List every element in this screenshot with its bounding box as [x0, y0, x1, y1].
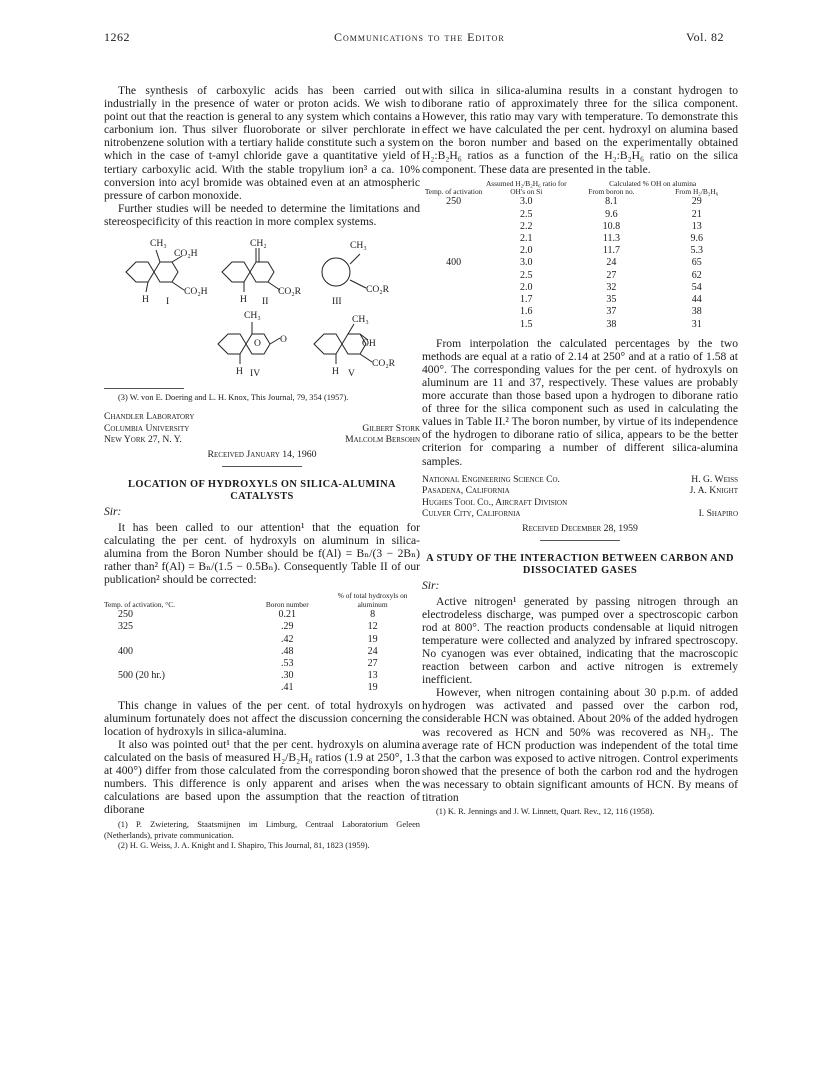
paragraph: This change in values of the per cent. of total hydroxyls on aluminum fortunately does not affect the discussion concerning the location of hydroxyls in silica-alumina. [104, 698, 420, 738]
table-cell: 500 (20 hr.) [118, 670, 165, 682]
label-h: H [142, 294, 149, 306]
table-cell: 31 [691, 318, 702, 330]
correction-table [104, 592, 420, 694]
salutation: Sir: [104, 504, 122, 518]
table-cell: 8.1 [605, 196, 618, 208]
salutation: Sir: [422, 578, 440, 592]
left-column [104, 84, 420, 852]
table-cell: 0.21 [278, 609, 297, 621]
table-cell: .42 [281, 633, 294, 645]
table-cell: .30 [281, 670, 294, 682]
paragraph: with silica in silica-alumina results in a constant hydrogen to diborane ratio of approximately three for the silica component. However, this ratio may vary with temperature. To demonstrate this effect we have calculated the per cent. hydroxyl on alumina based on the boron number and based on the experimentally obtained H₂:B₂H₆ ratios as a function of the H₂:B₂H₆ ratio on the silica component. These data are presented in the table. [422, 84, 738, 176]
table-cell: 3.0 [520, 257, 533, 269]
table-cell [104, 658, 249, 670]
table-row [104, 634, 420, 646]
table-cell: 38 [691, 306, 702, 318]
label-h: H [332, 366, 339, 378]
label-o: O [280, 334, 287, 346]
table-subheader: From H₂/B₂H₆ [675, 187, 719, 197]
signature-block [104, 411, 420, 446]
table-cell: 2.5 [520, 208, 533, 220]
footnote: (1) P. Zwietering, Staatsmijnen im Limburg, Centraal Laboratorium Geleen (Netherlands), private communication. [104, 820, 420, 840]
footnote: (3) W. von E. Doering and L. H. Knox, This Journal, 79, 354 (1957). [118, 393, 349, 403]
paragraph: Further studies will be needed to determine the limitations and stereospecificity of this reaction in more complex systems. [104, 201, 420, 228]
chemical-structures [104, 232, 420, 382]
table-cell: 10.8 [602, 220, 621, 232]
table-cell: 8 [370, 609, 376, 621]
table-cell: 54 [691, 281, 702, 293]
table-header: Temp. of activation, °C. [104, 599, 175, 609]
table-cell: 35 [606, 294, 617, 306]
label-ch3: CH₃ [350, 240, 367, 252]
hydroxyl-table [422, 180, 738, 331]
table-cell: 2.5 [520, 269, 533, 281]
table-cell: .41 [281, 682, 294, 694]
divider [222, 466, 302, 467]
table-cell [422, 282, 485, 294]
signature-block [422, 474, 738, 520]
table-cell: 13 [367, 670, 378, 682]
author-name: Malcolm Bersohn [345, 434, 420, 446]
table-cell: 1.5 [520, 318, 533, 330]
table-cell: 27 [606, 269, 617, 281]
label-compound-iii: III [332, 296, 342, 308]
table-cell: 13 [691, 220, 702, 232]
paragraph: It also was pointed out¹ that the per cent. hydroxyls on alumina calculated on the basis of measured H₂/B₂H₆ ratios (1.9 at 250°, 1.3 at 400°) differ from those calculated from the corresponding boron numbers. This difference is only apparent and arises when the calculations are based upon the assumption that the reaction of diborane [104, 737, 420, 817]
table-header: Assumed H₂/B₂H₆ ratio for OH's on Si [485, 178, 567, 197]
paragraph: The synthesis of carboxylic acids has been carried out industrially in the presence of water or proton acids. We wish to point out that the reaction is general to any system which contains a carbonium ion. Thus silver fluoroborate or silver perchlorate in nitrobenzene solution with a tertiary halide constitute such a system which in the case of t-amyl chloride gave a quantitative yield of tertiary carboxylic acid. With the stable tropylium ion³ a ca. 10% conversion into acyl bromide was obtained even at an atmospheric pressure of carbon monoxide. [104, 84, 420, 202]
table-cell: 12 [367, 621, 378, 633]
table-cell: 21 [691, 208, 702, 220]
org-name: Hughes Tool Co., Aircraft Division [422, 496, 568, 508]
table-cell [104, 634, 249, 646]
table-row [104, 682, 420, 694]
author-name: H. G. Weiss [691, 473, 738, 485]
journal-section-title: Communications to the Editor [334, 30, 505, 44]
label-h: H [236, 366, 243, 378]
table-cell [422, 270, 485, 282]
table-cell [422, 221, 485, 233]
table-cell: 2.0 [520, 281, 533, 293]
label-ch3: CH₃ [244, 310, 261, 322]
table-cell: 11.3 [602, 233, 620, 245]
page-header [104, 30, 724, 46]
table-cell: 325 [118, 621, 133, 633]
table-header: Temp. of activation [424, 187, 483, 197]
label-ch3: CH₃ [352, 314, 369, 326]
paragraph: It has been called to our attention¹ that the equation for calculating the per cent. of hydroxyls on aluminum in silica-alumina from the Boron Number should be f(Al) = Bₙ/(3 − 2Bₙ) rather than² f(Al) = Bₙ/(1.5 − 0.5Bₙ). Consequently Table II of our publication² should be corrected: [104, 520, 420, 587]
label-co2h: CO₂H [174, 248, 198, 260]
city: Pasadena, California [422, 485, 510, 497]
table-row [422, 294, 738, 306]
table-cell: 400 [446, 257, 462, 269]
table-row [422, 270, 738, 282]
author-name: Gilbert Stork [362, 422, 420, 434]
author-name: I. Shapiro [698, 508, 738, 520]
table-cell: 24 [367, 645, 378, 657]
label-compound-i: I [166, 296, 170, 308]
table-cell: 65 [691, 257, 702, 269]
table-row [104, 658, 420, 670]
table-row [104, 621, 420, 633]
label-co2h: CO₂H [184, 286, 208, 298]
label-ch3: CH₃ [150, 238, 167, 250]
footnote: (1) K. R. Jennings and J. W. Linnett, Quart. Rev., 12, 116 (1958). [436, 807, 655, 817]
table-cell: 19 [367, 682, 378, 694]
table-cell: 29 [691, 196, 702, 208]
table-row [104, 670, 420, 682]
received-date: Received December 28, 1959 [522, 522, 638, 534]
paragraph: Active nitrogen¹ generated by passing nitrogen through an electrodeless discharge, was pumped over a spectroscopic carbon rod at 800°. The reaction products condensable at liquid nitrogen temperature were collected and analyzed by infrared spectroscopy. No cyanogen was ever obtained, indicating that the macroscopic reaction between carbon and active nitrogen is extremely inefficient. [422, 594, 738, 687]
table-cell: 19 [367, 633, 378, 645]
table-cell: 1.6 [520, 306, 533, 318]
table-row [422, 196, 738, 208]
table-cell: 27 [367, 658, 378, 670]
volume-number: Vol. 82 [686, 30, 724, 44]
table-cell: .29 [281, 621, 294, 633]
footnote-rule [104, 388, 184, 389]
label-o: O [254, 338, 261, 350]
university-name: Columbia University [104, 422, 190, 434]
footnote: (2) H. G. Weiss, J. A. Knight and I. Shapiro, This Journal, 81, 1823 (1959). [118, 841, 370, 851]
table-cell: 5.3 [690, 245, 703, 257]
table-cell: 2.0 [520, 245, 533, 257]
table-cell: 1.7 [520, 294, 533, 306]
author-name: J. A. Knight [689, 485, 738, 497]
table-row [422, 233, 738, 245]
org-name: National Engineering Science Co. [422, 473, 560, 485]
table-row [422, 306, 738, 318]
table-header: % of total hydroxyls on aluminum [337, 591, 408, 609]
label-h: H [240, 294, 247, 306]
paragraph: However, when nitrogen containing about 30 p.p.m. of added hydrogen was activated and passed over the carbon rod, considerable HCN was obtained. About 20% of the added hydrogen was recovered as HCN and 50% was recovered as NH₃. The average rate of HCN production was independent of the total time that the carbon was exposed to active nitrogen. Control experiments showed that the presence of both the carbon rod and the hydrogen was necessary to obtain significant amounts of HCN. By means of titration [422, 686, 738, 805]
lab-name: Chandler Laboratory [104, 411, 195, 423]
table-row [422, 221, 738, 233]
table-cell: .53 [281, 658, 294, 670]
table-cell: 3.0 [520, 196, 533, 208]
table-row [422, 319, 738, 331]
received-date: Received January 14, 1960 [207, 448, 317, 460]
table-cell: 11.7 [602, 245, 620, 257]
label-co2r: CO₂R [366, 284, 390, 296]
table-row [104, 609, 420, 621]
table-header: Calculated % OH on alumina [609, 178, 697, 188]
table-cell: 2.1 [520, 233, 533, 245]
table-row [422, 245, 738, 257]
article-title: LOCATION OF HYDROXYLS ON SILICA-ALUMINA CATALYSTS [128, 478, 396, 502]
paragraph: From interpolation the calculated percentages by the two methods are equal at a ratio of 2.14 at 250° and at a ratio of 1.58 at 400°. The corresponding values for the per cent. of hydroxyls on aluminum are 11 and 37, respectively. These values are probably more accurate than those based upon a hydrogen to diborane ratio of three for the silica component such as used in calculating the values in Table II.² The boron number, by virtue of its independence of the hydrogen to diborane ratio of silica, appears to be the better criterion for comparing a number of different silica-alumina samples. [422, 336, 738, 468]
table-cell: 44 [691, 294, 702, 306]
table-cell: 250 [446, 196, 462, 208]
label-co2r: CO₂R [372, 358, 396, 370]
structure-drawing [104, 232, 420, 382]
table-cell [422, 209, 485, 221]
table-subheader: From boron no. [588, 187, 635, 197]
table-cell: 9.6 [690, 233, 703, 245]
table-cell [422, 245, 485, 257]
right-column [422, 84, 738, 818]
table-cell: 62 [691, 269, 702, 281]
divider [540, 540, 620, 541]
table-cell: 24 [606, 257, 617, 269]
city: New York 27, N. Y. [104, 434, 182, 446]
label-compound-v: V [348, 368, 355, 380]
page-number: 1262 [104, 30, 130, 44]
label-co2r: CO₂R [278, 286, 302, 298]
table-cell [422, 294, 485, 306]
city: Culver City, California [422, 508, 521, 520]
table-cell [422, 306, 485, 318]
table-cell [422, 233, 485, 245]
table-cell: 38 [606, 318, 617, 330]
table-row [422, 257, 738, 269]
label-ch2: CH₂ [250, 238, 267, 250]
table-cell: 9.6 [605, 208, 618, 220]
table-cell: 32 [606, 281, 617, 293]
article-title: A STUDY OF THE INTERACTION BETWEEN CARBON AND DISSOCIATED GASES [426, 552, 734, 576]
table-row [104, 646, 420, 658]
table-row [422, 209, 738, 221]
label-compound-iv: IV [250, 368, 261, 380]
table-cell: .48 [281, 645, 294, 657]
label-compound-ii: II [262, 296, 269, 308]
table-row [422, 282, 738, 294]
table-cell: 2.2 [520, 220, 533, 232]
table-header: Boron number [265, 599, 309, 609]
table-cell: 400 [118, 645, 133, 657]
table-cell: 37 [606, 306, 617, 318]
table-cell [104, 682, 249, 694]
table-cell: 250 [118, 609, 133, 621]
label-oh: OH [362, 338, 376, 350]
table-cell [422, 319, 485, 331]
